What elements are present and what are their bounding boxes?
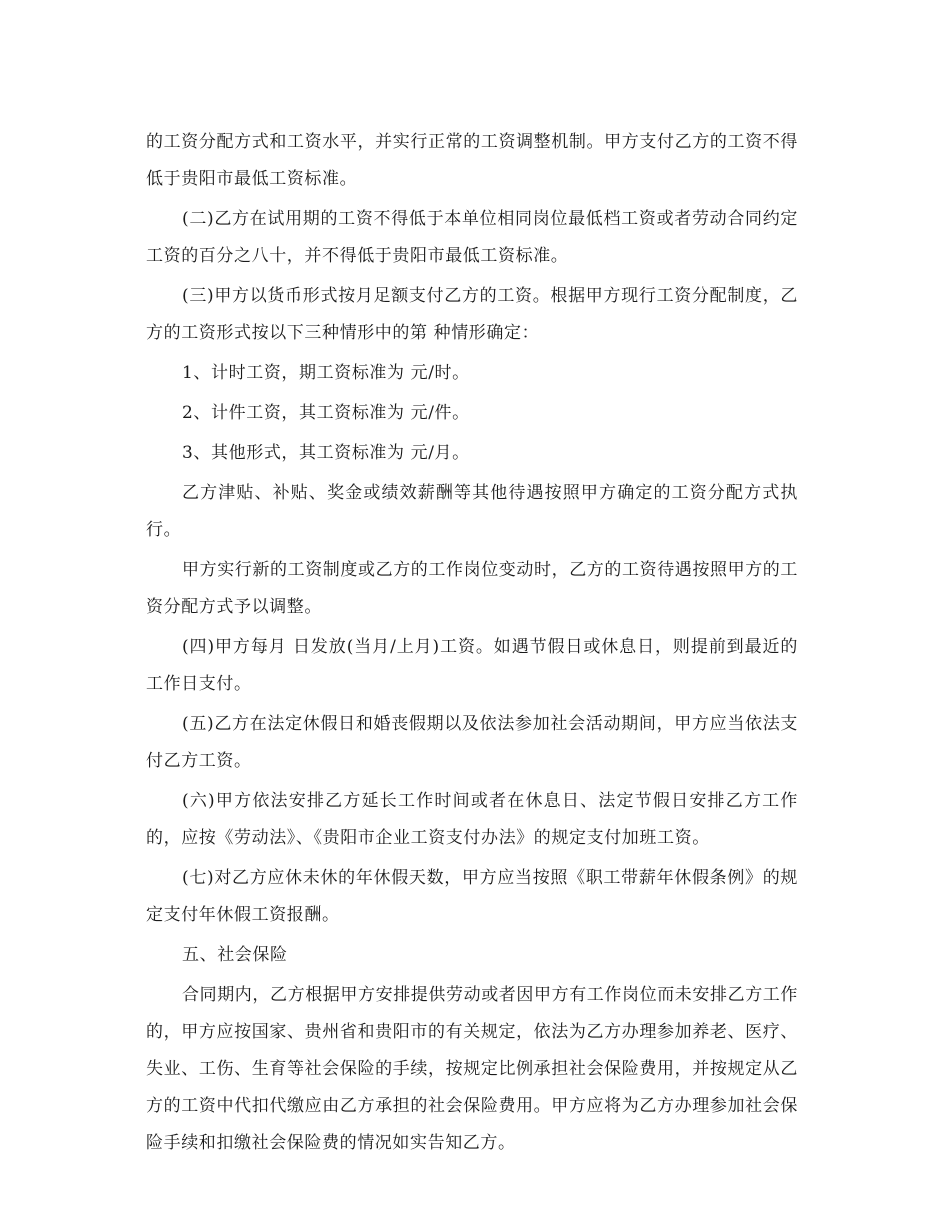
list-item-other-wage: 3、其他形式，其工资标准为 元/月。: [182, 443, 470, 463]
paragraph-pay-day: (四)甲方每月 日发放(当月/上月)工资。如遇节假日或休息日，则提前到最近的工作日支付。: [146, 637, 798, 694]
paragraph-annual-leave-pay: (七)对乙方应休未休的年休假天数，甲方应当按照《职工带薪年休假条例》的规定支付年休假工资报酬。: [146, 868, 798, 925]
list-item-piece-wage: 2、计件工资，其工资标准为 元/件。: [182, 403, 470, 423]
document-page: [146, 124, 798, 1165]
paragraph-wage-form: (三)甲方以货币形式按月足额支付乙方的工资。根据甲方现行工资分配制度，乙方的工资形式按以下三种情形中的第 种情形确定：: [146, 286, 798, 343]
paragraph-wage-distribution: 的工资分配方式和工资水平，并实行正常的工资调整机制。甲方支付乙方的工资不得低于贵阳市最低工资标准。: [146, 132, 798, 189]
paragraph-allowances: 乙方津贴、补贴、奖金或绩效薪酬等其他待遇按照甲方确定的工资分配方式执行。: [146, 483, 798, 540]
paragraph-wage-adjustment: 甲方实行新的工资制度或乙方的工作岗位变动时，乙方的工资待遇按照甲方的工资分配方式予以调整。: [146, 560, 798, 617]
paragraph-holiday-pay: (五)乙方在法定休假日和婚丧假期以及依法参加社会活动期间，甲方应当依法支付乙方工资。: [146, 714, 798, 771]
paragraph-overtime-pay: (六)甲方依法安排乙方延长工作时间或者在休息日、法定节假日安排乙方工作的，应按《劳动法》、《贵阳市企业工资支付办法》的规定支付加班工资。: [146, 791, 798, 848]
paragraph-probation-wage: (二)乙方在试用期的工资不得低于本单位相同岗位最低档工资或者劳动合同约定工资的百分之八十，并不得低于贵阳市最低工资标准。: [146, 209, 798, 266]
paragraph-social-insurance: 合同期内，乙方根据甲方安排提供劳动或者因甲方有工作岗位而未安排乙方工作的，甲方应按国家、贵州省和贵阳市的有关规定，依法为乙方办理参加养老、医疗、失业、工伤、生育等社会保险的手续，按规定比例承担社会保险费用，并按规定从乙方的工资中代扣代缴应由乙方承担的社会保险费用。甲方应将为乙方办理参加社会保险手续和扣缴社会保险费的情况如实告知乙方。: [146, 985, 798, 1153]
section-heading-social-insurance: 五、社会保险: [182, 945, 288, 965]
list-item-hourly-wage: 1、计时工资，期工资标准为 元/时。: [182, 363, 470, 383]
